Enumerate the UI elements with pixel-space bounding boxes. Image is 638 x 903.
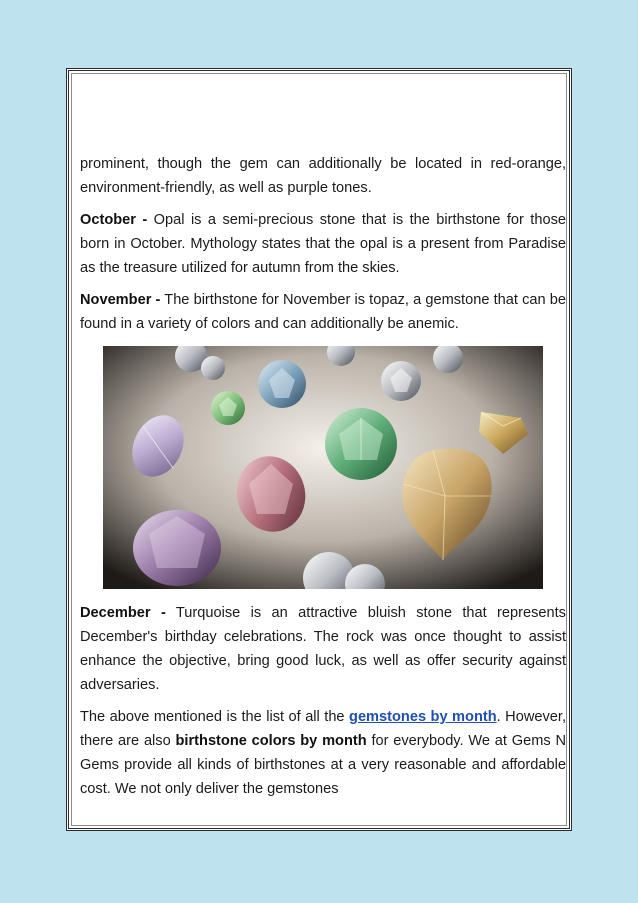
document-body bbox=[80, 152, 566, 809]
paragraph-november bbox=[80, 288, 566, 336]
gem-lime-small bbox=[211, 391, 245, 425]
document-page bbox=[66, 68, 572, 831]
december-label: December - bbox=[80, 605, 166, 621]
closing-text-1: The above mentioned is the list of all the bbox=[80, 709, 350, 725]
october-text: Opal is a semi-precious stone that is the birthstone for those born in October. Mythology states that the opal is a present from Paradise as the treasure utilized for autumn from the skies. bbox=[80, 212, 566, 276]
gem-back-clear-4 bbox=[201, 356, 225, 380]
october-label: October - bbox=[80, 212, 148, 228]
birthstone-colors-bold: birthstone colors by month bbox=[175, 733, 367, 749]
gem-blue bbox=[258, 360, 306, 408]
paragraph-december bbox=[80, 601, 566, 697]
gemstones-by-month-link[interactable]: gemstones by month bbox=[349, 709, 497, 725]
november-text: The birthstone for November is topaz, a gemstone that can be found in a variety of colors and can additionally be anemic. bbox=[80, 292, 566, 332]
gem-clear-right bbox=[381, 361, 421, 401]
paragraph-intro bbox=[80, 152, 566, 200]
closing-text-3: for everybody. We at Gems N Gems provide all kinds of birthstones at a very reasonable and affordable cost. We not only deliver the gemstones bbox=[80, 733, 567, 797]
gem-green-large bbox=[325, 408, 397, 480]
paragraph-october bbox=[80, 208, 566, 280]
november-label: November - bbox=[80, 292, 161, 308]
intro-text: prominent, though the gem can additionally be located in red-orange, environment-friendly, as well as purple tones. bbox=[80, 156, 566, 196]
gemstones-photo bbox=[103, 346, 543, 589]
december-text: Turquoise is an attractive bluish stone that represents December's birthday celebrations. The rock was once thought to assist enhance the objective, bring good luck, as well as offer security against adversaries. bbox=[80, 605, 566, 693]
paragraph-closing bbox=[80, 705, 566, 801]
gem-violet bbox=[133, 510, 221, 586]
closing-text-2: . However, there are also bbox=[80, 709, 566, 749]
